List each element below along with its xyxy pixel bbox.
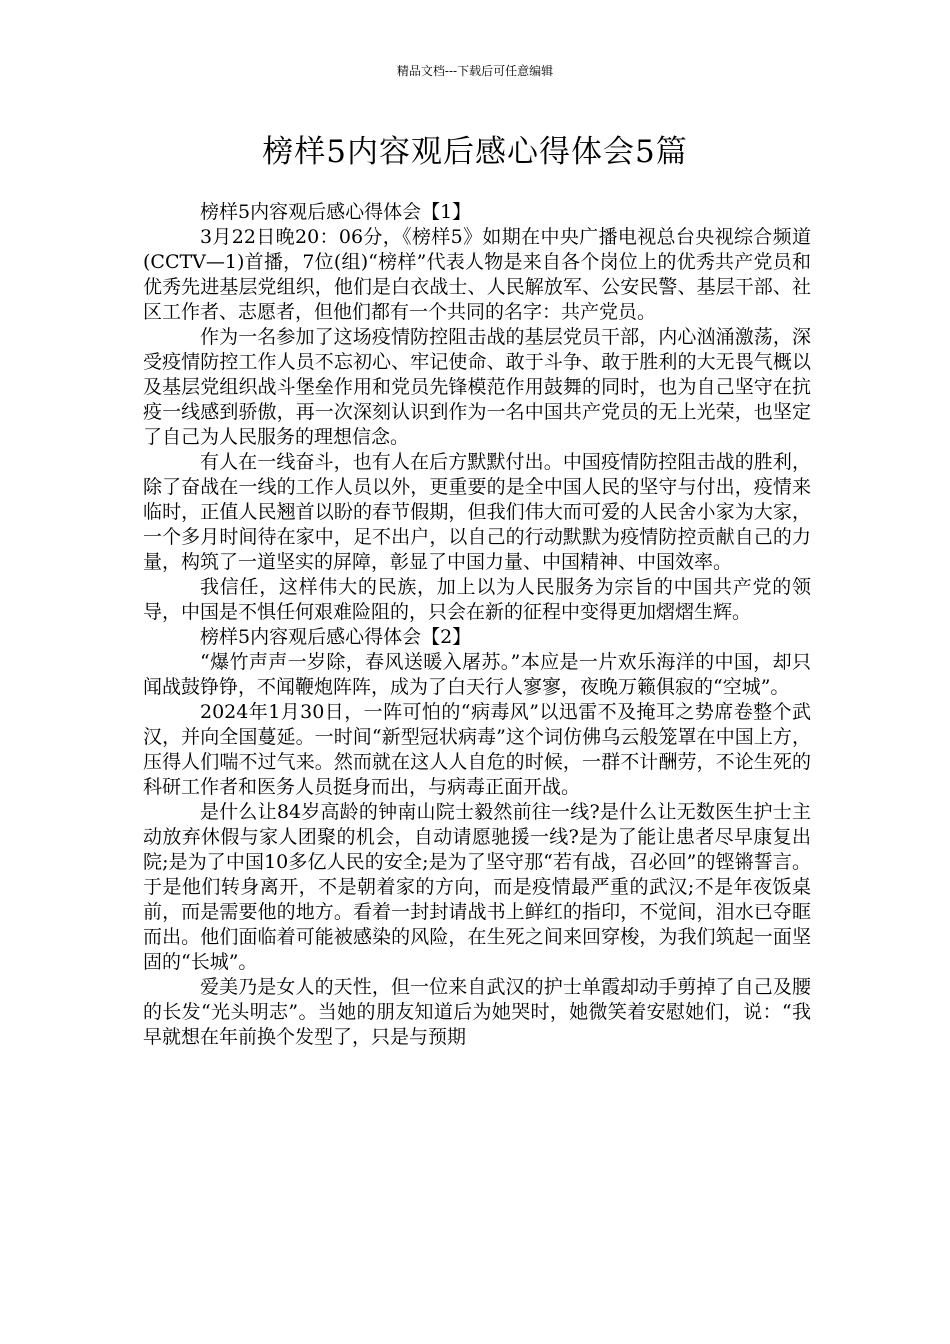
paragraph: 爱美乃是女人的天性，但一位来自武汉的护士单霞却动手剪掉了自己及腰的长发“光头明志”。当她的朋友知道后为她哭时，她微笑着安慰她们，说：“我早就想在年前换个发型了，只是与预期 xyxy=(143,976,811,1048)
paragraph: 有人在一线奋斗，也有人在后方默默付出。中国疫情防控阻击战的胜利，除了奋战在一线的工作人员以外，更重要的是全中国人民的坚守与付出，疫情来临时，正值人民翘首以盼的春节假期，但我们伟大而可爱的人民舍小家为大家，一个多月时间待在家中，足不出户，以自己的行动默默为疫情防控贡献自己的力量，构筑了一道坚实的屏障，彰显了中国力量、中国精神、中国效率。 xyxy=(143,451,811,573)
document-title: 榜样5内容观后感心得体会5篇 xyxy=(262,134,688,170)
paragraph: 是什么让84岁高龄的钟南山院士毅然前往一线?是什么让无数医生护士主动放弃休假与家人团聚的机会，自动请愿驰援一线?是为了能让患者尽早康复出院;是为了中国10多亿人民的安全;是为了坚守那“若有战，召必回”的铿锵誓言。于是他们转身离开，不是朝着家的方向，而是疫情最严重的武汉;不是年夜饭桌前，而是需要他的地方。看着一封封请战书上鲜红的指印，不觉间，泪水已夺眶而出。他们面临着可能被感染的风险，在生死之间来回穿梭，为我们筑起一面坚固的“长城”。 xyxy=(143,801,811,973)
page-header: 精品文档---下载后可任意编辑 xyxy=(396,64,554,78)
paragraph: 我信任，这样伟大的民族，加上以为人民服务为宗旨的中国共产党的领导，中国是不惧任何艰难险阻的，只会在新的征程中变得更加熠熠生辉。 xyxy=(143,576,811,623)
section-heading-2: 榜样5内容观后感心得体会【2】 xyxy=(200,626,472,648)
paragraph: 2024年1月30日，一阵可怕的“病毒风”以迅雷不及掩耳之势席卷整个武汉，并向全国蔓延。一时间“新型冠状病毒”这个词仿佛乌云般笼罩在中国上方，压得人们喘不过气来。然而就在这人人自危的时候，一群不计酬劳，不论生死的科研工作者和医务人员挺身而出，与病毒正面开战。 xyxy=(143,701,811,798)
paragraph: 作为一名参加了这场疫情防控阻击战的基层党员干部，内心汹涌激荡，深受疫情防控工作人员不忘初心、牢记使命、敢于斗争、敢于胜利的大无畏气概以及基层党组织战斗堡垒作用和党员先锋模范作用鼓舞的同时，也为自己坚守在抗疫一线感到骄傲，再一次深刻认识到作为一名中国共产党员的无上光荣，也坚定了自己为人民服务的理想信念。 xyxy=(143,326,811,448)
document-body xyxy=(143,200,811,1050)
paragraph: 3月22日晚20：06分，《榜样5》如期在中央广播电视总台央视综合频道(CCTV—1)首播，7位(组)“榜样”代表人物是来自各个岗位上的优秀共产党员和优秀先进基层党组织，他们是白衣战士、人民解放军、公安民警、基层干部、社区工作者、志愿者，但他们都有一个共同的名字：共产党员。 xyxy=(143,226,811,323)
section-heading-1: 榜样5内容观后感心得体会【1】 xyxy=(200,201,472,223)
paragraph: “爆竹声声一岁除，春风送暖入屠苏。”本应是一片欢乐海洋的中国，却只闻战鼓铮铮，不闻鞭炮阵阵，成为了白天行人寥寥，夜晚万籁俱寂的“空城”。 xyxy=(143,651,811,698)
